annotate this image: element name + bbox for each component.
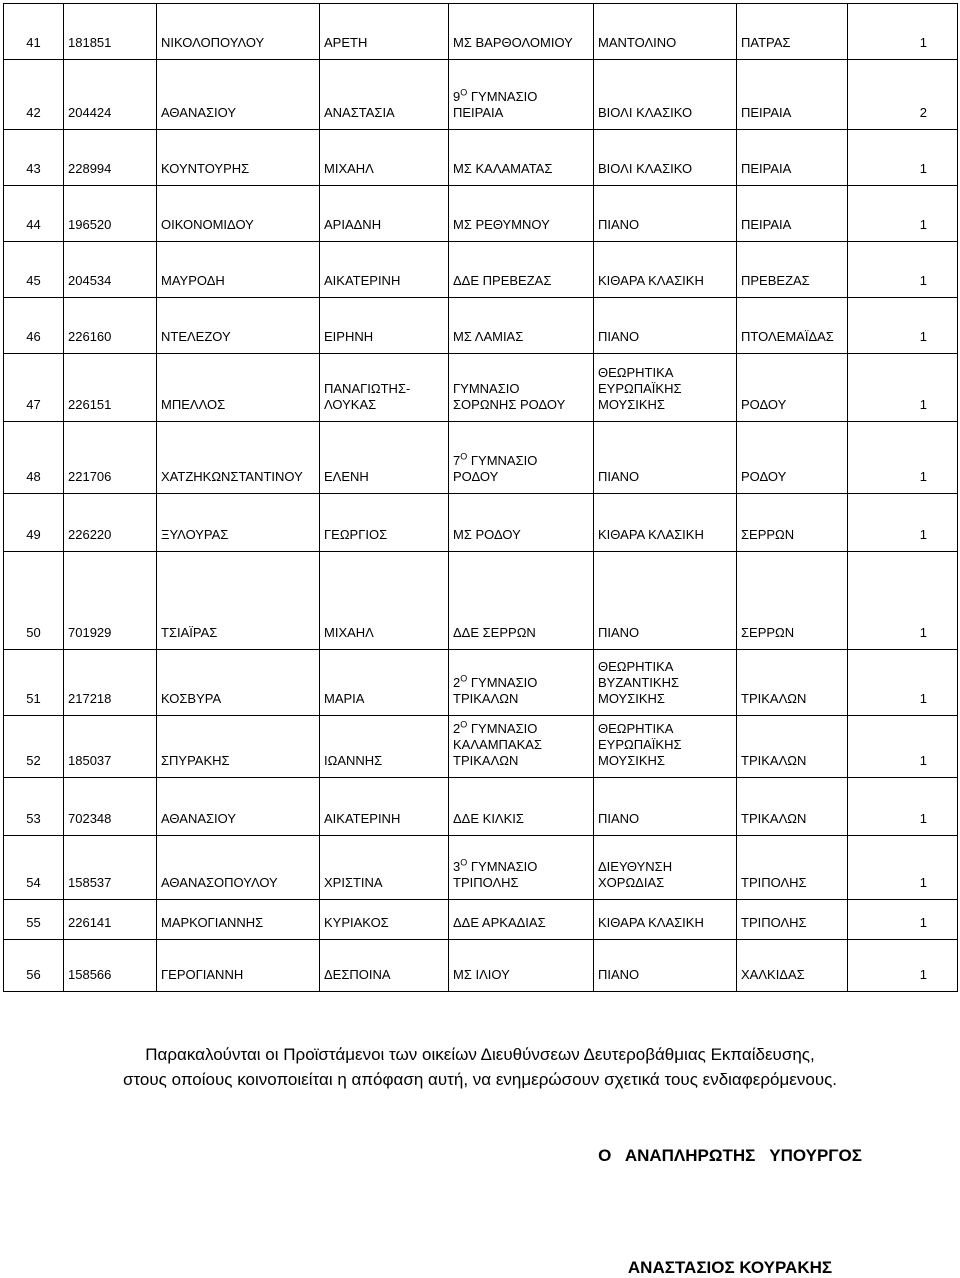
cell-school: $2^O$ ΓΥΜΝΑΣΙΟ ΤΡΙΚΑΛΩΝ <box>449 650 594 716</box>
table-row <box>4 186 958 242</box>
table-row <box>4 836 958 900</box>
cell-surname: ΣΠΥΡΑΚΗΣ <box>157 716 320 778</box>
cell-name: ΧΡΙΣΤΙΝΑ <box>320 836 449 900</box>
cell-code: 701929 <box>64 552 157 650</box>
cell-area: ΠΡΕΒΕΖΑΣ <box>737 242 848 298</box>
cell-code: 221706 <box>64 422 157 494</box>
cell-school: ΜΣ ΡΟΔΟΥ <box>449 494 594 552</box>
cell-count: 1 <box>848 130 958 186</box>
cell-surname: ΑΘΑΝΑΣΙΟΥ <box>157 60 320 130</box>
teachers-table <box>3 3 958 992</box>
cell-instrument: ΠΙΑΝΟ <box>594 186 737 242</box>
cell-surname: ΝΤΕΛΕΖΟΥ <box>157 298 320 354</box>
cell-name: ΠΑΝΑΓΙΩΤΗΣ- ΛΟΥΚΑΣ <box>320 354 449 422</box>
cell-code: 204424 <box>64 60 157 130</box>
cell-count: 2 <box>848 60 958 130</box>
cell-name: ΑΙΚΑΤΕΡΙΝΗ <box>320 778 449 836</box>
cell-num: 45 <box>4 242 64 298</box>
cell-code: 185037 <box>64 716 157 778</box>
cell-school: ΔΔΕ ΣΕΡΡΩΝ <box>449 552 594 650</box>
cell-area: ΤΡΙΠΟΛΗΣ <box>737 836 848 900</box>
cell-school: $9^O$ ΓΥΜΝΑΣΙΟ ΠΕΙΡΑΙΑ <box>449 60 594 130</box>
cell-area: ΤΡΙΚΑΛΩΝ <box>737 650 848 716</box>
cell-area: ΠΑΤΡΑΣ <box>737 4 848 60</box>
cell-school: ΔΔΕ ΚΙΛΚΙΣ <box>449 778 594 836</box>
cell-code: 226160 <box>64 298 157 354</box>
cell-instrument: ΒΙΟΛΙ ΚΛΑΣΙΚΟ <box>594 60 737 130</box>
cell-count: 1 <box>848 778 958 836</box>
cell-instrument: ΠΙΑΝΟ <box>594 422 737 494</box>
cell-surname: ΝΙΚΟΛΟΠΟΥΛΟΥ <box>157 4 320 60</box>
cell-count: 1 <box>848 836 958 900</box>
cell-count: 1 <box>848 494 958 552</box>
cell-num: 41 <box>4 4 64 60</box>
cell-instrument: ΠΙΑΝΟ <box>594 298 737 354</box>
cell-school: $3^O$ ΓΥΜΝΑΣΙΟ ΤΡΙΠΟΛΗΣ <box>449 836 594 900</box>
cell-num: 44 <box>4 186 64 242</box>
signature-title: Ο ΑΝΑΠΛΗΡΩΤΗΣ ΥΠΟΥΡΓΟΣ <box>598 1146 862 1165</box>
cell-code: 226151 <box>64 354 157 422</box>
cell-code: 158537 <box>64 836 157 900</box>
table-row <box>4 422 958 494</box>
cell-instrument: ΔΙΕΥΘΥΝΣΗ ΧΟΡΩΔΙΑΣ <box>594 836 737 900</box>
cell-area: ΤΡΙΠΟΛΗΣ <box>737 900 848 940</box>
table-row <box>4 940 958 992</box>
cell-school: ΓΥΜΝΑΣΙΟ ΣΟΡΩΝΗΣ ΡΟΔΟΥ <box>449 354 594 422</box>
table-row <box>4 900 958 940</box>
cell-count: 1 <box>848 354 958 422</box>
table-row <box>4 130 958 186</box>
cell-area: ΠΕΙΡΑΙΑ <box>737 130 848 186</box>
cell-code: 217218 <box>64 650 157 716</box>
cell-num: 50 <box>4 552 64 650</box>
table-row <box>4 354 958 422</box>
cell-name: ΚΥΡΙΑΚΟΣ <box>320 900 449 940</box>
table-row <box>4 494 958 552</box>
cell-instrument: ΒΙΟΛΙ ΚΛΑΣΙΚΟ <box>594 130 737 186</box>
cell-name: ΑΡΙΑΔΝΗ <box>320 186 449 242</box>
cell-school: ΜΣ ΚΑΛΑΜΑΤΑΣ <box>449 130 594 186</box>
cell-name: ΕΛΕΝΗ <box>320 422 449 494</box>
cell-name: ΑΡΕΤΗ <box>320 4 449 60</box>
cell-code: 204534 <box>64 242 157 298</box>
table-row <box>4 778 958 836</box>
cell-instrument: ΠΙΑΝΟ <box>594 940 737 992</box>
cell-num: 46 <box>4 298 64 354</box>
cell-school: ΔΔΕ ΠΡΕΒΕΖΑΣ <box>449 242 594 298</box>
cell-code: 228994 <box>64 130 157 186</box>
cell-code: 196520 <box>64 186 157 242</box>
cell-num: 51 <box>4 650 64 716</box>
cell-surname: ΞΥΛΟΥΡΑΣ <box>157 494 320 552</box>
cell-name: ΙΩΑΝΝΗΣ <box>320 716 449 778</box>
cell-school: ΜΣ ΙΛΙΟΥ <box>449 940 594 992</box>
cell-area: ΠΤΟΛΕΜΑΪΔΑΣ <box>737 298 848 354</box>
cell-instrument: ΘΕΩΡΗΤΙΚΑ ΕΥΡΩΠΑΪΚΗΣ ΜΟΥΣΙΚΗΣ <box>594 716 737 778</box>
cell-num: 48 <box>4 422 64 494</box>
cell-name: ΑΝΑΣΤΑΣΙΑ <box>320 60 449 130</box>
cell-count: 1 <box>848 186 958 242</box>
notice-line-2: στους οποίους κοινοποιείται η απόφαση αυτή, να ενημερώσουν σχετικά τους ενδιαφερόμενους. <box>122 1070 838 1089</box>
cell-area: ΧΑΛΚΙΔΑΣ <box>737 940 848 992</box>
cell-count: 1 <box>848 552 958 650</box>
cell-num: 53 <box>4 778 64 836</box>
cell-area: ΡΟΔΟΥ <box>737 354 848 422</box>
cell-count: 1 <box>848 716 958 778</box>
cell-count: 1 <box>848 298 958 354</box>
table-row <box>4 4 958 60</box>
cell-num: 55 <box>4 900 64 940</box>
cell-count: 1 <box>848 650 958 716</box>
cell-num: 54 <box>4 836 64 900</box>
cell-area: ΡΟΔΟΥ <box>737 422 848 494</box>
cell-surname: ΑΘΑΝΑΣΙΟΥ <box>157 778 320 836</box>
cell-area: ΠΕΙΡΑΙΑ <box>737 60 848 130</box>
cell-name: ΜΑΡΙΑ <box>320 650 449 716</box>
cell-code: 226220 <box>64 494 157 552</box>
cell-instrument: ΚΙΘΑΡΑ ΚΛΑΣΙΚΗ <box>594 242 737 298</box>
cell-surname: ΧΑΤΖΗΚΩΝΣΤΑΝΤΙΝΟΥ <box>157 422 320 494</box>
cell-school: $7^O$ ΓΥΜΝΑΣΙΟ ΡΟΔΟΥ <box>449 422 594 494</box>
cell-num: 52 <box>4 716 64 778</box>
cell-name: ΜΙΧΑΗΛ <box>320 552 449 650</box>
cell-instrument: ΜΑΝΤΟΛΙΝΟ <box>594 4 737 60</box>
cell-surname: ΜΠΕΛΛΟΣ <box>157 354 320 422</box>
cell-instrument: ΠΙΑΝΟ <box>594 552 737 650</box>
cell-surname: ΚΟΣΒΥΡΑ <box>157 650 320 716</box>
cell-surname: ΟΙΚΟΝΟΜΙΔΟΥ <box>157 186 320 242</box>
table-row <box>4 298 958 354</box>
cell-instrument: ΚΙΘΑΡΑ ΚΛΑΣΙΚΗ <box>594 900 737 940</box>
cell-name: ΑΙΚΑΤΕΡΙΝΗ <box>320 242 449 298</box>
signature-name: ΑΝΑΣΤΑΣΙΟΣ ΚΟΥΡΑΚΗΣ <box>627 1258 833 1277</box>
table-row <box>4 650 958 716</box>
cell-area: ΤΡΙΚΑΛΩΝ <box>737 716 848 778</box>
table-body <box>4 4 958 992</box>
cell-code: 158566 <box>64 940 157 992</box>
table-row <box>4 60 958 130</box>
cell-area: ΠΕΙΡΑΙΑ <box>737 186 848 242</box>
cell-surname: ΜΑΥΡΟΔΗ <box>157 242 320 298</box>
cell-surname: ΑΘΑΝΑΣΟΠΟΥΛΟΥ <box>157 836 320 900</box>
cell-count: 1 <box>848 940 958 992</box>
cell-count: 1 <box>848 422 958 494</box>
cell-code: 181851 <box>64 4 157 60</box>
cell-num: 56 <box>4 940 64 992</box>
cell-code: 702348 <box>64 778 157 836</box>
table-row <box>4 242 958 298</box>
cell-surname: ΜΑΡΚΟΓΙΑΝΝΗΣ <box>157 900 320 940</box>
cell-surname: ΓΕΡΟΓΙΑΝΝΗ <box>157 940 320 992</box>
cell-area: ΣΕΡΡΩΝ <box>737 494 848 552</box>
table-row <box>4 716 958 778</box>
cell-count: 1 <box>848 4 958 60</box>
cell-school: ΜΣ ΡΕΘΥΜΝΟΥ <box>449 186 594 242</box>
cell-area: ΣΕΡΡΩΝ <box>737 552 848 650</box>
cell-name: ΔΕΣΠΟΙΝΑ <box>320 940 449 992</box>
notice-paragraph <box>40 1042 920 1092</box>
cell-code: 226141 <box>64 900 157 940</box>
cell-instrument: ΘΕΩΡΗΤΙΚΑ ΒΥΖΑΝΤΙΚΗΣ ΜΟΥΣΙΚΗΣ <box>594 650 737 716</box>
cell-num: 43 <box>4 130 64 186</box>
cell-name: ΕΙΡΗΝΗ <box>320 298 449 354</box>
cell-school: $2^O$ ΓΥΜΝΑΣΙΟ ΚΑΛΑΜΠΑΚΑΣ ΤΡΙΚΑΛΩΝ <box>449 716 594 778</box>
cell-count: 1 <box>848 242 958 298</box>
cell-num: 49 <box>4 494 64 552</box>
cell-school: ΔΔΕ ΑΡΚΑΔΙΑΣ <box>449 900 594 940</box>
cell-num: 42 <box>4 60 64 130</box>
cell-instrument: ΘΕΩΡΗΤΙΚΑ ΕΥΡΩΠΑΪΚΗΣ ΜΟΥΣΙΚΗΣ <box>594 354 737 422</box>
cell-num: 47 <box>4 354 64 422</box>
cell-surname: ΤΣΙΑΪΡΑΣ <box>157 552 320 650</box>
cell-area: ΤΡΙΚΑΛΩΝ <box>737 778 848 836</box>
cell-name: ΓΕΩΡΓΙΟΣ <box>320 494 449 552</box>
cell-count: 1 <box>848 900 958 940</box>
cell-school: ΜΣ ΛΑΜΙΑΣ <box>449 298 594 354</box>
cell-surname: ΚΟΥΝΤΟΥΡΗΣ <box>157 130 320 186</box>
cell-instrument: ΚΙΘΑΡΑ ΚΛΑΣΙΚΗ <box>594 494 737 552</box>
notice-line-1: Παρακαλούνται οι Προϊστάμενοι των οικείων Διευθύνσεων Δευτεροβάθμιας Εκπαίδευσης, <box>145 1045 815 1064</box>
cell-name: ΜΙΧΑΗΛ <box>320 130 449 186</box>
table-row <box>4 552 958 650</box>
cell-instrument: ΠΙΑΝΟ <box>594 778 737 836</box>
cell-school: ΜΣ ΒΑΡΘΟΛΟΜΙΟΥ <box>449 4 594 60</box>
